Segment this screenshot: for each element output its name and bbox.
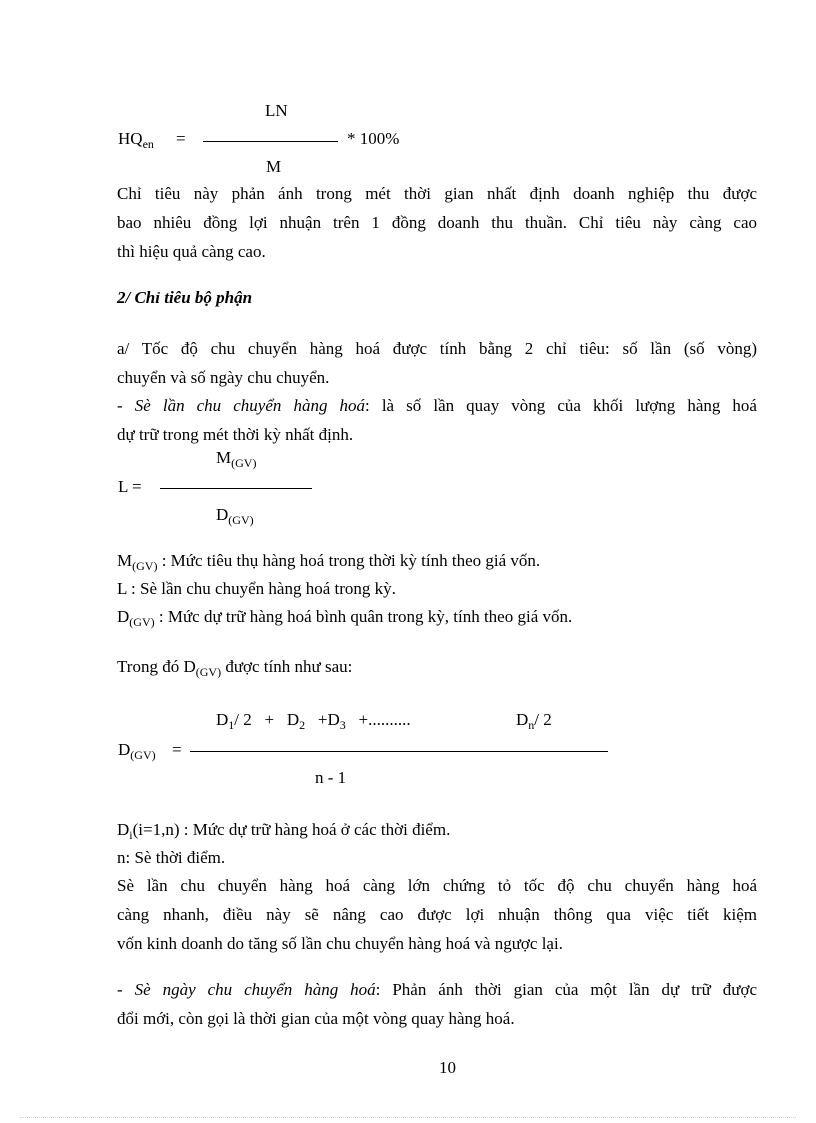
fraction-bar — [190, 751, 608, 752]
definition-l: L : Sè lần chu chuyển hàng hoá trong kỳ. — [117, 579, 396, 598]
text-line: bao nhiêu đồng lợi nhuận trên 1 đồng doanh thu thuần. Chỉ tiêu này càng cao — [117, 213, 757, 232]
formula-d-equals: = — [172, 740, 182, 759]
text-line: a/ Tốc độ chu chuyển hàng hoá được tính bằng 2 chỉ tiêu: số lần (số vòng) — [117, 339, 757, 358]
formula-l-numerator: $M_{(GV)}$ — [216, 448, 257, 470]
formula-hq-suffix: * 100% — [347, 129, 400, 148]
formula-d-numerator: $D_1/$ $2 + D_2 +D_3$ +.......... — [216, 710, 411, 732]
text-line: Chỉ tiêu này phản ánh trong mét thời gian nhất định doanh nghiệp thu được — [117, 184, 757, 203]
formula-l-lhs: L = — [118, 477, 142, 496]
text-line: - Sè ngày chu chuyển hàng hoá: Phản ánh thời gian của một lần dự trữ được — [117, 980, 757, 999]
fraction-bar — [203, 141, 338, 142]
formula-hq-numerator: LN — [265, 101, 288, 120]
formula-hq-lhs: $HQ_{en}$ — [118, 129, 154, 151]
text-line: - Sè lần chu chuyển hàng hoá: là số lần quay vòng của khối lượng hàng hoá — [117, 396, 757, 415]
text-line: vốn kinh doanh do tăng số lần chu chuyển hàng hoá và ngược lại. — [117, 934, 563, 953]
text-line: thì hiệu quả càng cao. — [117, 242, 266, 261]
paragraph-1 — [117, 179, 757, 266]
term-italic: Sè lần chu chuyển hàng hoá — [134, 396, 366, 415]
page-bottom-border — [20, 1117, 796, 1118]
text-line: chuyển và số ngày chu chuyển. — [117, 368, 330, 387]
paragraph-3 — [117, 391, 757, 449]
term-italic: Sè ngày chu chuyển hàng hoá — [134, 980, 376, 999]
paragraph-4 — [117, 871, 757, 958]
formula-d-denominator: n - 1 — [315, 768, 347, 787]
text-line: Sè lần chu chuyển hàng hoá càng lớn chứng tỏ tốc độ chu chuyển hàng hoá — [117, 876, 757, 895]
definition-di: $D_i(i=1,n)$ : Mức dự trữ hàng hoá ở các thời điểm. — [117, 820, 451, 842]
text-line: đổi mới, còn gọi là thời gian của một vòng quay hàng hoá. — [117, 1009, 515, 1028]
text-line: dự trữ trong mét thời kỳ nhất định. — [117, 425, 354, 444]
paragraph-5 — [117, 975, 757, 1033]
definition-m: $M_{(GV)}$ : Mức tiêu thụ hàng hoá trong thời kỳ tính theo giá vốn. — [117, 551, 541, 573]
paragraph-2 — [117, 334, 757, 392]
formula-l-denominator: $D_{(GV)}$ — [216, 505, 254, 527]
page-number: 10 — [439, 1058, 456, 1077]
text-line: càng nhanh, điều này sẽ nâng cao được lợi nhuận thông qua việc tiết kiệm — [117, 905, 757, 924]
fraction-bar — [160, 488, 312, 489]
intro-d: Trong đó $D_{(GV)}$ được tính như sau: — [117, 657, 353, 679]
formula-hq-equals: = — [176, 129, 186, 148]
section-heading: 2/ Chỉ tiêu bộ phận — [117, 288, 253, 307]
formula-d-last-term: $D_n/$ 2 — [516, 710, 552, 732]
definition-d: $D_{(GV)}$ : Mức dự trữ hàng hoá bình quân trong kỳ, tính theo giá vốn. — [117, 607, 573, 629]
definition-n: n: Sè thời điểm. — [117, 848, 226, 867]
formula-hq-denominator: M — [266, 157, 282, 176]
formula-d-lhs: $D_{(GV)}$ — [118, 740, 156, 762]
